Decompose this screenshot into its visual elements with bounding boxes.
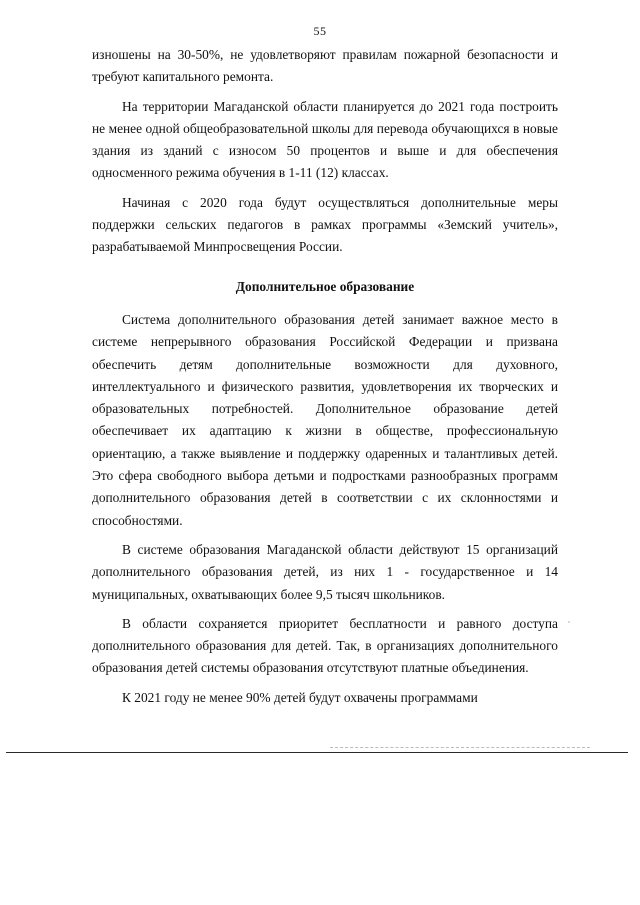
paragraph-free-access: В области сохраняется приоритет бесплатности и равного доступа дополнительного образования для детей. Так, в организациях дополнительного образования детей системы образования отсутствуют платные объединения. xyxy=(92,615,558,676)
paragraph-school-construction: На территории Магаданской области планируется до 2021 года построить не менее одной общеобразовательной школы для перевода обучающихся в новые здания из зданий с износом 50 процентов и выше и для обеспечения односменного режима обучения в 1-11 (12) классах. xyxy=(92,98,558,181)
scan-speck xyxy=(568,621,570,623)
page-body xyxy=(92,44,558,716)
page-number: 55 xyxy=(313,24,327,38)
section-heading: Дополнительное образование xyxy=(235,278,415,294)
scan-faint-line xyxy=(330,747,590,748)
paragraph-system-overview: Система дополнительного образования детей занимает важное место в системе непрерывного образования Российской Федерации и призвана обеспечить детям дополнительные возможности для духовного, интеллектуального и физического развития, удовлетворения их творческих и образовательных потребностей. Дополнительное образование детей обеспечивает их адаптацию к жизни в обществе, профессиональную ориентацию, а также выявление и поддержку одаренных и талантливых детей. Это сфера свободного выбора детьми и подростками разнообразных программ дополнительного образования детей в соответствии с их склонностями и способностями. xyxy=(92,311,558,528)
footnote-separator-line xyxy=(6,752,628,753)
paragraph-continuation: изношены на 30-50%, не удовлетворяют правилам пожарной безопасности и требуют капитального ремонта. xyxy=(92,47,558,85)
paragraph-coverage-target: К 2021 году не менее 90% детей будут охвачены программами xyxy=(122,689,478,705)
paragraph-organizations-count: В системе образования Магаданской области действуют 15 организаций дополнительного образования детей, из них 1 - государственное и 14 муниципальных, охватывающих более 9,5 тысяч школьников. xyxy=(92,541,558,602)
paragraph-rural-teachers: Начиная с 2020 года будут осуществляться дополнительные меры поддержки сельских педагогов в рамках программы «Земский учитель», разрабатываемой Минпросвещения России. xyxy=(92,194,558,255)
